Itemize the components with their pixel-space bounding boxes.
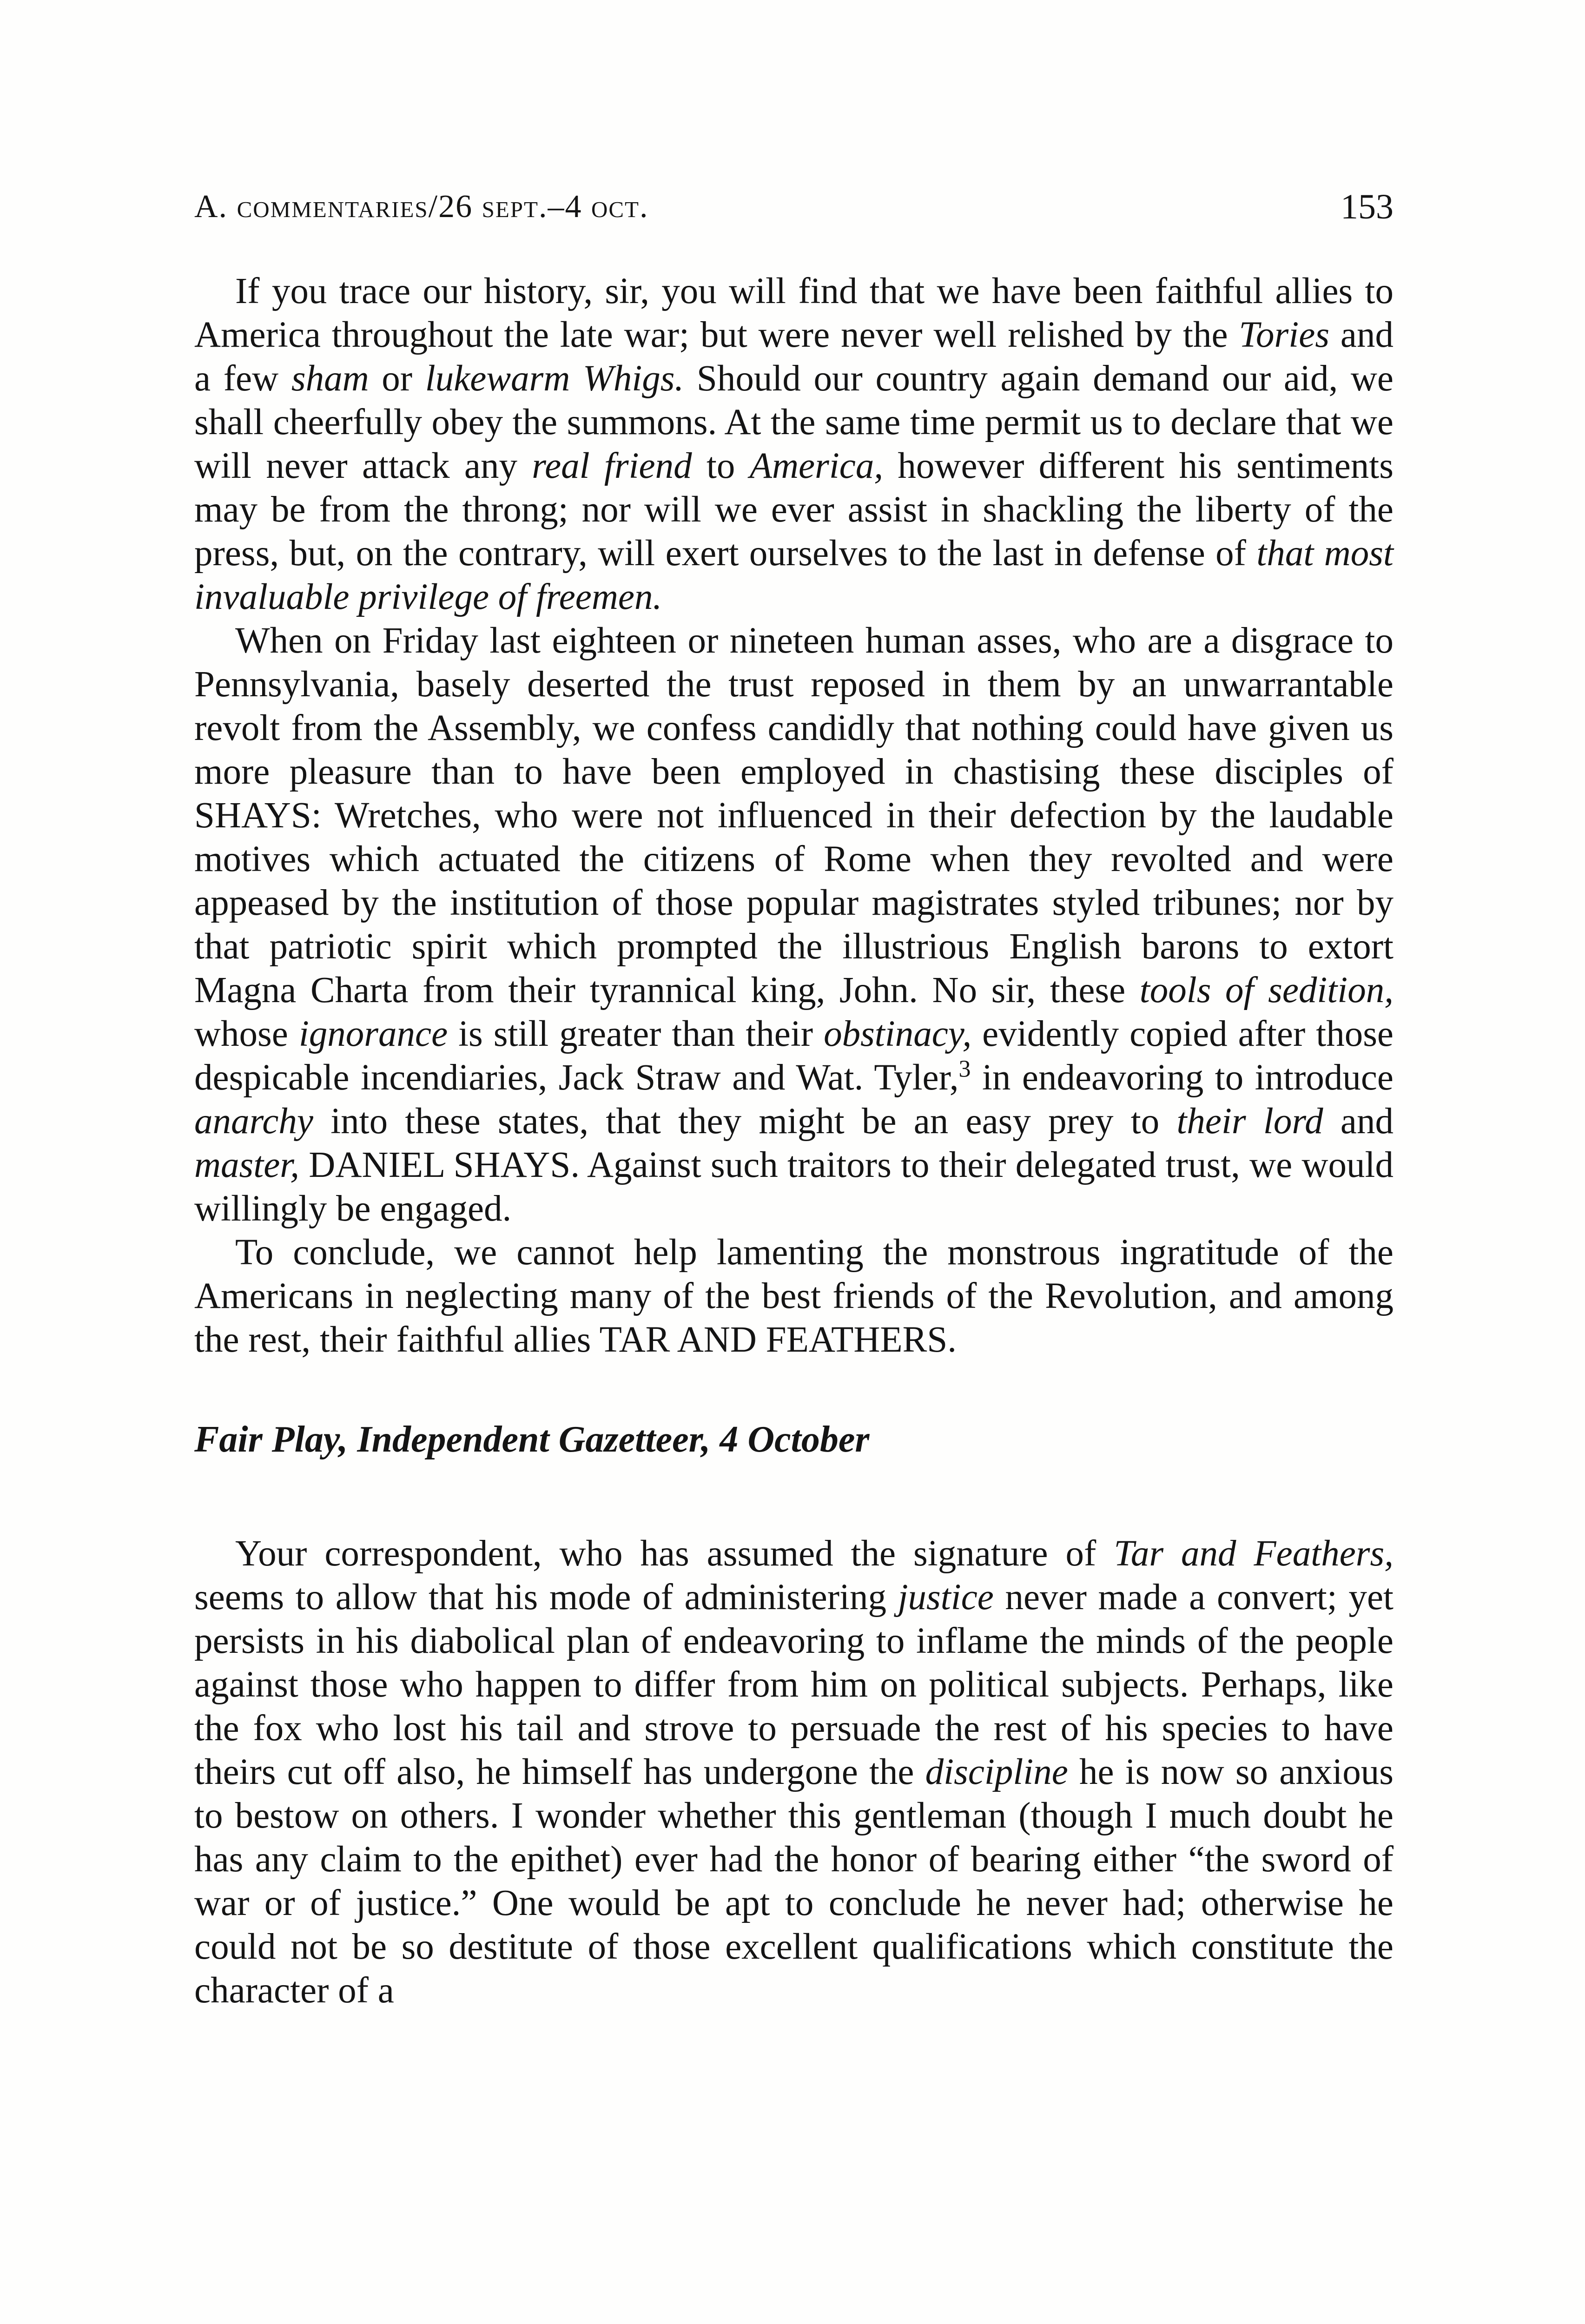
text-run: If you trace our history, sir, you will find that we have been faithful allies to America throughout the late war; but were never well relished by the	[194, 271, 1393, 355]
text-run: however different his sentiments may be from the throng; nor will we ever assist in shackling the liberty of the press, but, on the contrary, will exert ourselves to the last in defense of	[194, 446, 1393, 574]
running-head-left	[194, 181, 648, 232]
text-run: he is now so anxious to bestow on others. I wonder whether this gentleman (though I much doubt he has any claim to the epithet) ever had the honor of bearing either “the sword of war or of justice.” One would be apt to conclude he never had; otherwise he could not be so destitute of those excellent qualifications which constitute the character of a	[194, 1752, 1393, 2011]
italic-text: Tar and Feathers,	[1114, 1533, 1393, 1574]
text-run: When on Friday last eighteen or nineteen human asses, who are a disgrace to Pennsylvania, basely deserted the trust reposed in them by an unwarrantable revolt from the Assembly, we confess candidly that nothing could have given us more pleasure than to have been employed in chastising these disciples of SHAYS: Wretches, who were not influenced in their defection by the laudable motives which actuated the citizens of Rome when they revolted and were appeased by the institution of those popular magistrates styled tribunes; nor by that patriotic spirit which prompted the illustrious English barons to extort Magna Charta from their tyrannical king, John. No sir, these	[194, 621, 1393, 1010]
running-head-title: commentaries/26 sept.–4 oct.	[237, 189, 649, 224]
italic-text: sham	[291, 358, 369, 399]
text-run: never made a convert; yet persists in his diabolical plan of endeavoring to inflame the minds of the people against those who happen to differ from him on political subjects. Perhaps, like the fox who lost his tail and strove to persuade the rest of his species to have theirs cut off also, he himself has undergone the	[194, 1577, 1393, 1792]
text-run: Your correspondent, who has assumed the signature of	[235, 1533, 1114, 1574]
italic-text: real friend	[532, 446, 692, 486]
text-run: seems to allow that his mode of administering	[194, 1577, 898, 1618]
italic-text: that most invaluable privilege of freemen.	[194, 533, 1393, 617]
text-run: and a few	[194, 315, 1393, 399]
text-run: or	[369, 358, 425, 399]
text-run: whose	[194, 1014, 299, 1054]
italic-text: their lord	[1176, 1101, 1323, 1142]
text-run: To conclude, we cannot help lamenting the monstrous ingratitude of the Americans in neglecting many of the best friends of the Revolution, and among the rest, their faithful allies TAR AND FEATHERS.	[194, 1232, 1393, 1360]
paragraph	[194, 270, 1393, 619]
text-block	[194, 270, 1393, 2013]
section-paragraphs	[194, 1532, 1393, 2013]
text-run: evidently copied after those despicable incendiaries, Jack Straw and Wat. Tyler,	[194, 1014, 1394, 1098]
section-heading: Fair Play, Independent Gazetteer, 4 October	[194, 1419, 870, 1460]
paragraph	[194, 1231, 1393, 1362]
text-run: and	[1323, 1101, 1393, 1142]
paragraph	[194, 619, 1393, 1231]
italic-text: America,	[749, 446, 884, 486]
page-number: 153	[1341, 187, 1393, 226]
italic-text: lukewarm Whigs.	[425, 358, 684, 399]
footnote-marker: 3	[958, 1056, 971, 1083]
text-run: Should our country again demand our aid, we shall cheerfully obey the summons. At the same time permit us to declare that we will never attack any	[194, 358, 1393, 486]
paragraph	[194, 1532, 1393, 2013]
italic-text: master,	[194, 1145, 300, 1185]
italic-text: discipline	[925, 1752, 1068, 1792]
commentary-paragraphs	[194, 270, 1393, 1362]
italic-text: Tories	[1239, 315, 1330, 355]
text-run: is still greater than their	[448, 1014, 824, 1054]
text-run: to	[692, 446, 750, 486]
text-run: into these states, that they might be an easy prey to	[313, 1101, 1177, 1142]
running-head-prefix: A.	[194, 189, 228, 224]
italic-text: anarchy	[194, 1101, 313, 1142]
text-run: in endeavoring to introduce	[971, 1057, 1393, 1098]
italic-text: justice	[898, 1577, 994, 1618]
italic-text: obstinacy,	[824, 1014, 972, 1054]
text-run: DANIEL SHAYS. Against such traitors to their delegated trust, we would willingly be engaged.	[194, 1145, 1393, 1229]
italic-text: ignorance	[298, 1014, 448, 1054]
running-head	[194, 181, 1393, 232]
italic-text: tools of sedition,	[1139, 970, 1393, 1010]
